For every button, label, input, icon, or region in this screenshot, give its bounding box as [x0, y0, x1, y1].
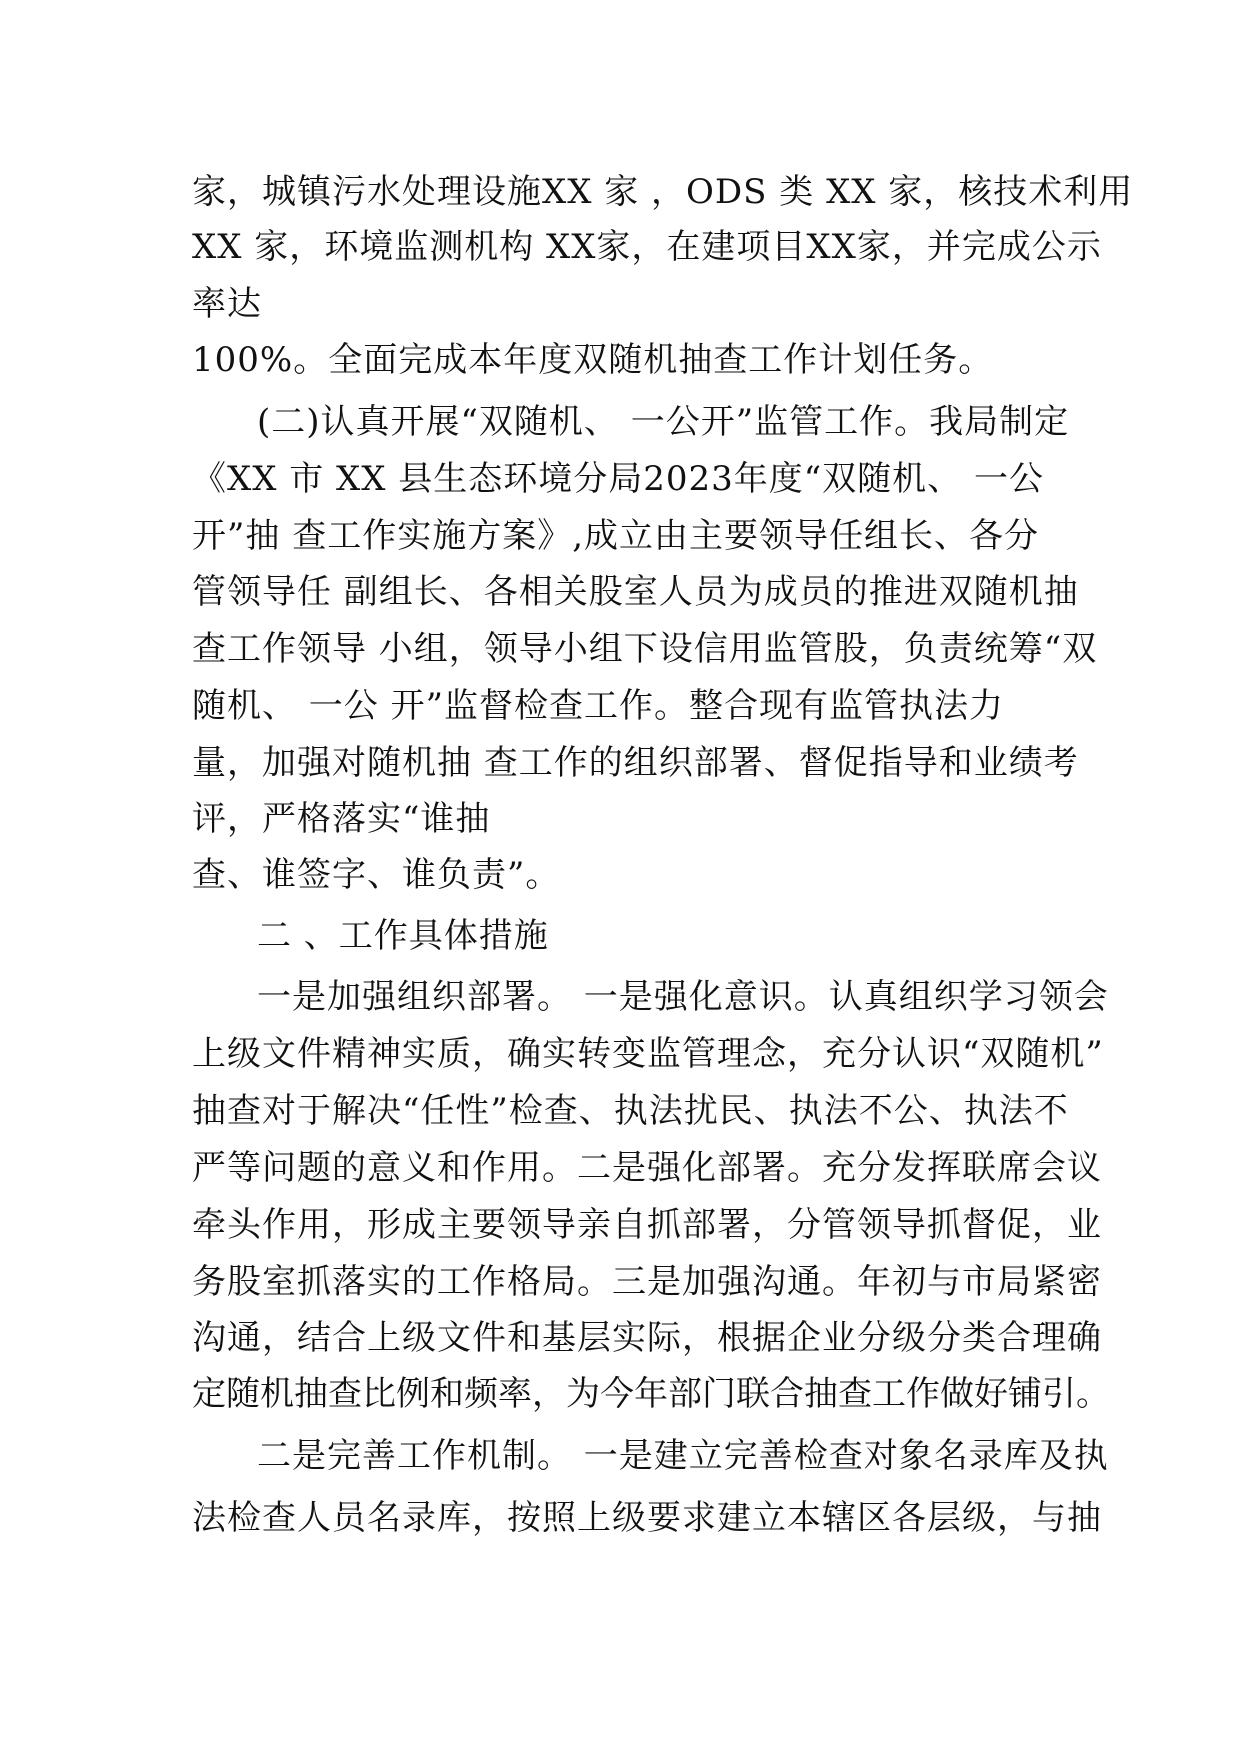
text-line: 务股室抓落实的工作格局。三是加强沟通。年初与市局紧密	[192, 1262, 1102, 1302]
text-line: 查、谁签字、谁负责”。	[192, 855, 561, 895]
text-line: 率达	[192, 284, 262, 324]
paragraph-first-line: 二是完善工作机制。 一是建立完善检查对象名录库及执	[257, 1436, 1109, 1476]
paragraph-first-line: 一是加强组织部署。 一是强化意识。认真组织学习领会	[257, 977, 1109, 1017]
text-line: 家，城镇污水处理设施XX 家 ，ODS 类 XX 家，核技术利用	[192, 172, 1134, 212]
text-line: 开”抽 查工作实施方案》,成立由主要领导任组长、各分	[192, 516, 1039, 556]
paragraph-first-line: (二)认真开展“双随机、 一公开”监管工作。我局制定	[257, 402, 1070, 442]
text-line: 评，严格落实“谁抽	[192, 799, 491, 839]
text-line: 沟通，结合上级文件和基层实际，根据企业分级分类合理确	[192, 1318, 1102, 1358]
text-line: 法检查人员名录库，按照上级要求建立本辖区各层级，与抽	[192, 1498, 1102, 1538]
text-line: 管领导任 副组长、各相关股室人员为成员的推进双随机抽	[192, 572, 1079, 612]
text-line: 牵头作用，形成主要领导亲自抓部署，分管领导抓督促，业	[192, 1205, 1102, 1245]
text-line: 《XX 市 XX 县生态环境分局2023年度“双随机、 一公	[192, 459, 1044, 499]
section-heading: 二 、工作具体措施	[257, 916, 549, 956]
text-line: 量，加强对随机抽 查工作的组织部署、督促指导和业绩考	[192, 743, 1079, 783]
text-line: 抽查对于解决“任性”检查、执法扰民、执法不公、执法不	[192, 1091, 1069, 1131]
text-line: 100%。全面完成本年度双随机抽查工作计划任务。	[192, 340, 994, 380]
text-line: 定随机抽查比例和频率，为今年部门联合抽查工作做好铺引。	[192, 1374, 1110, 1414]
text-line: 查工作领导 小组，领导小组下设信用监管股，负责统筹“双	[192, 629, 1098, 669]
text-line: XX 家，环境监测机构 XX家，在建项目XX家，并完成公示	[192, 227, 1102, 267]
text-line: 严等问题的意义和作用。二是强化部署。充分发挥联席会议	[192, 1148, 1102, 1188]
text-line: 上级文件精神实质，确实转变监管理念，充分认识“双随机”	[192, 1034, 1104, 1074]
text-line: 随机、 一公 开”监督检查工作。整合现有监管执法力	[192, 686, 1004, 726]
